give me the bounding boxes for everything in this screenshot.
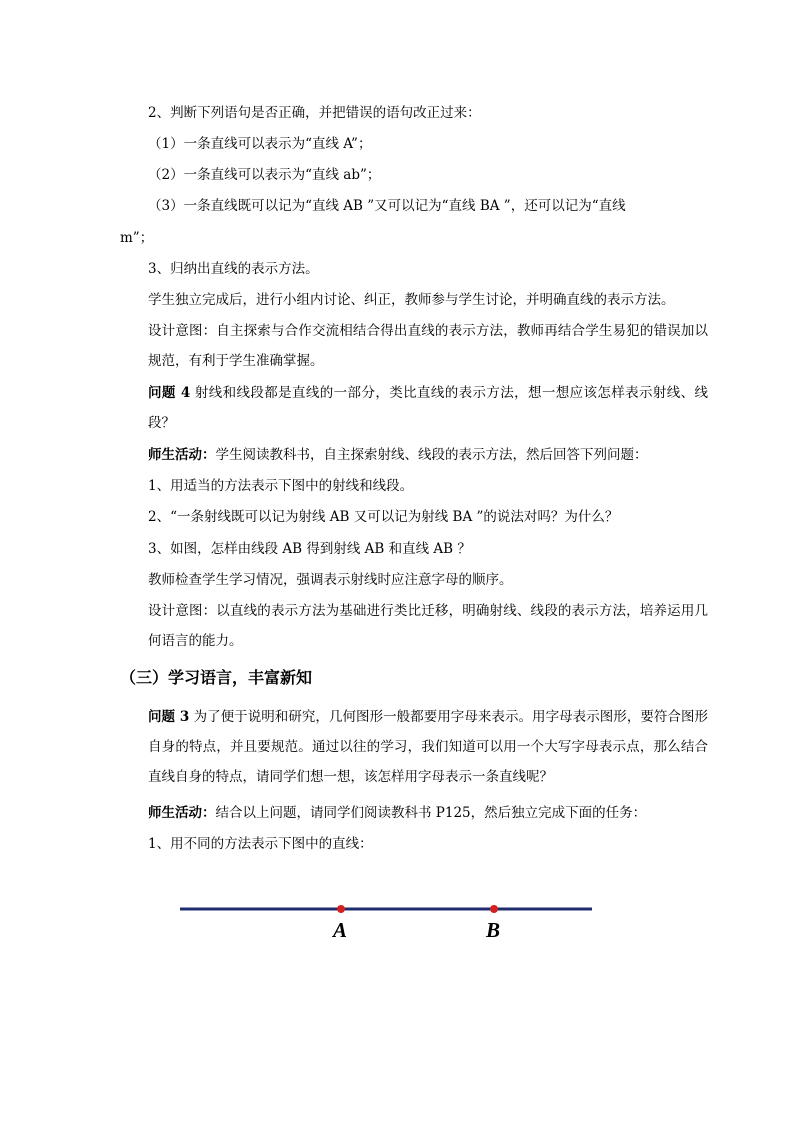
activity-text-2: 结合以上问题，请同学们阅读教科书 P125，然后独立完成下面的任务： [215, 805, 647, 821]
question-4-text: 射线和线段都是直线的一部分，类比直线的表示方法，想一想应该怎样表示射线、线段？ [148, 385, 709, 431]
activity-text-1: 学生阅读教科书，自主探索射线、线段的表示方法，然后回答下列问题： [215, 447, 648, 463]
sub-item-3: （3）一条直线既可以记为“直线 AB ”又可以记为“直线 BA ”，还可以记为“直线 [148, 198, 626, 214]
ray-question-3: 3、如图，怎样由线段 AB 得到射线 AB 和直线 AB ？ [148, 541, 471, 557]
design-intent-2: 设计意图：以直线的表示方法为基础进行类比迁移，明确射线、线段的表示方法，培养运用几何语言的能力。 [148, 603, 708, 649]
question-3-text: 为了便于说明和研究，几何图形一般都要用字母来表示。用字母表示图形，要符合图形自身的特点，并且要规范。通过以往的学习，我们知道可以用一个大写字母表示点，那么结合直线自身的特点，请同学们想一想，该怎样用字母表示一条直线呢？ [148, 709, 709, 785]
task-1: 1、用不同的方法表示下图中的直线： [148, 836, 373, 852]
label-a: A [332, 918, 348, 942]
teacher-student-activity-1 [120, 445, 708, 465]
question-4 [120, 378, 708, 438]
ray-question-1: 1、用适当的方法表示下图中的射线和线段。 [148, 478, 414, 494]
item-3: 3、归纳出直线的表示方法。 [148, 261, 319, 277]
activity-label-1: 师生活动： [148, 447, 216, 463]
teacher-check: 教师检查学生学习情况，强调表示射线时应注意字母的顺序。 [148, 572, 513, 588]
ray-question-2: 2、“一条射线既可以记为射线 AB 又可以记为射线 BA ”的说法对吗？为什么？ [148, 509, 619, 525]
label-b: B [485, 918, 501, 942]
line-ab-figure [170, 895, 610, 955]
question-4-label: 问题 4 [148, 385, 191, 401]
question-3-label: 问题 3 [148, 709, 190, 725]
activity-text: 学生独立完成后，进行小组内讨论、纠正，教师参与学生讨论，并明确直线的表示方法。 [148, 292, 675, 308]
section-heading: （三）学习语言，丰富新知 [120, 668, 313, 687]
teacher-student-activity-2 [120, 803, 708, 823]
design-intent-1: 设计意图：自主探索与合作交流相结合得出直线的表示方法，教师再结合学生易犯的错误加以规范，有利于学生准确掌握。 [148, 323, 708, 369]
item-2: 2、判断下列语句是否正确，并把错误的语句改正过来： [148, 105, 481, 121]
activity-label-2: 师生活动： [148, 805, 216, 821]
point-a [337, 905, 345, 913]
question-3 [120, 702, 708, 792]
sub-item-2: （2）一条直线可以表示为“直线 ab”； [148, 167, 381, 183]
sub-item-3-cont: m”； [120, 230, 154, 246]
sub-item-1: （1）一条直线可以表示为“直线 A”； [148, 136, 372, 152]
point-b [490, 905, 498, 913]
